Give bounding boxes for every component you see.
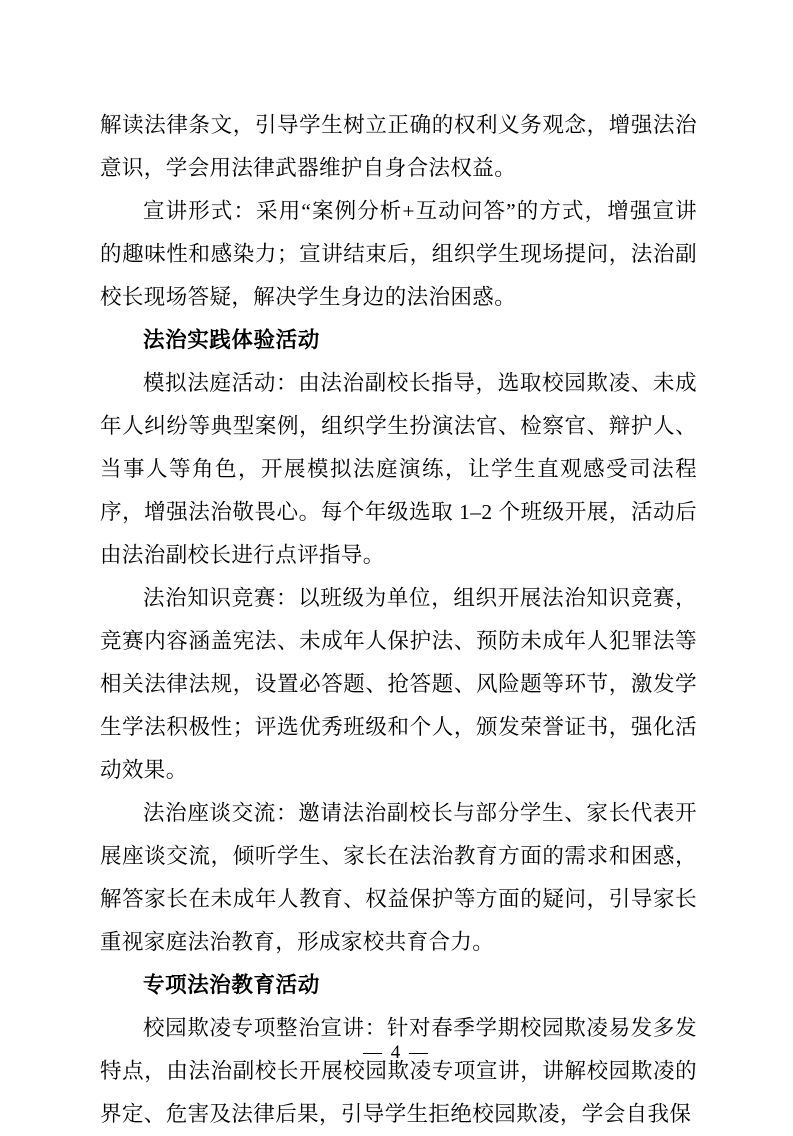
page-number: — 4 — <box>363 1042 430 1063</box>
document-body <box>100 104 697 1136</box>
section-heading-special-education: 专项法治教育活动 <box>143 973 320 997</box>
section-heading-practice-activities: 法治实践体验活动 <box>143 328 320 352</box>
paragraph-anti-bullying: 校园欺凌专项整治宣讲：针对春季学期校园欺凌易发多发特点，由法治副校长开展校园欺凌专项宣讲，讲解校园欺凌的界定、危害及法律后果，引导学生拒绝校园欺凌，学会自我保 <box>100 1016 697 1126</box>
paragraph-continuation: 解读法律条文，引导学生树立正确的权利义务观念，增强法治意识，学会用法律武器维护自身合法权益。 <box>100 113 697 180</box>
paragraph-symposium: 法治座谈交流：邀请法治副校长与部分学生、家长代表开展座谈交流，倾听学生、家长在法治教育方面的需求和困惑，解答家长在未成年人教育、权益保护等方面的疑问，引导家长重视家庭法治教育，形成家校共育合力。 <box>100 801 697 954</box>
paragraph-mock-court: 模拟法庭活动：由法治副校长指导，选取校园欺凌、未成年人纠纷等典型案例，组织学生扮演法官、检察官、辩护人、当事人等角色，开展模拟法庭演练，让学生直观感受司法程序，增强法治敬畏心。每个年级选取 1–2 个班级开展，活动后由法治副校长进行点评指导。 <box>100 371 697 567</box>
paragraph-knowledge-contest: 法治知识竞赛：以班级为单位，组织开展法治知识竞赛，竞赛内容涵盖宪法、未成年人保护法、预防未成年人犯罪法等相关法律法规，设置必答题、抢答题、风险题等环节，激发学生学法积极性；评选优秀班级和个人，颁发荣誉证书，强化活动效果。 <box>100 586 697 782</box>
paragraph-lecture-format: 宣讲形式：采用“案例分析+互动问答”的方式，增强宣讲的趣味性和感染力；宣讲结束后，组织学生现场提问，法治副校长现场答疑，解决学生身边的法治困惑。 <box>100 199 697 309</box>
